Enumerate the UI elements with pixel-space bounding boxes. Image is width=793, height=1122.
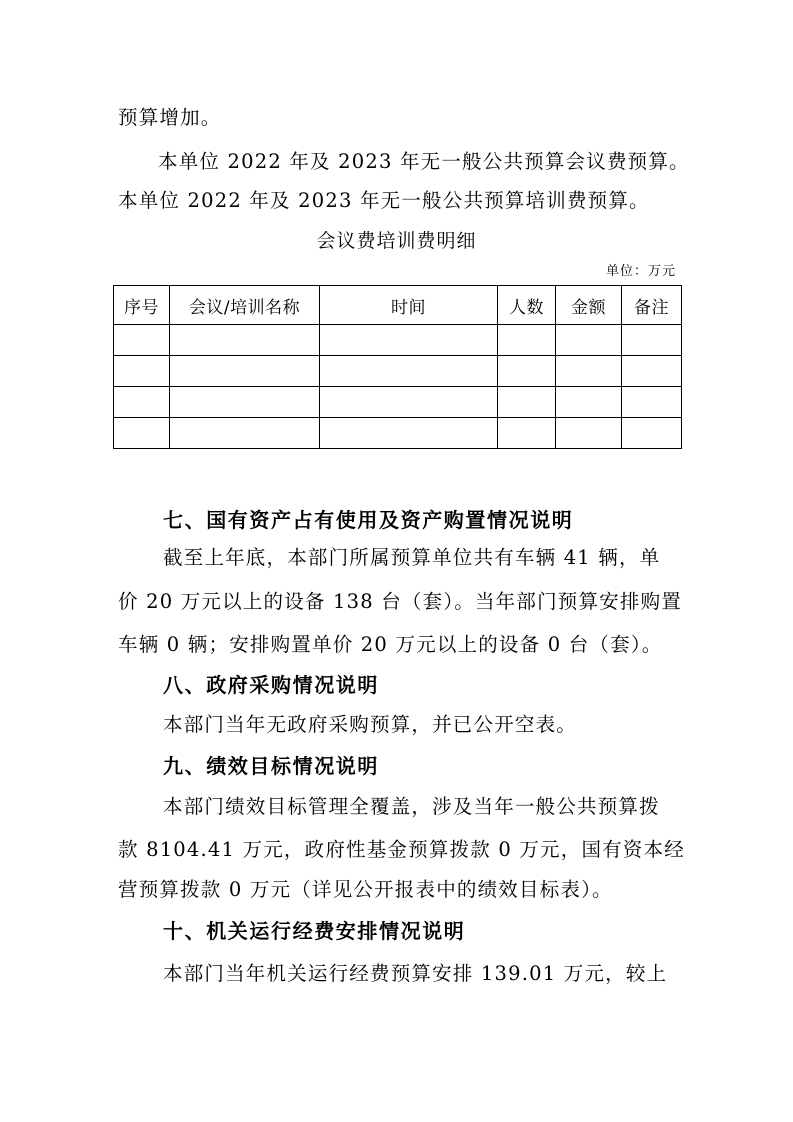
- header-cell-name: 会议/培训名称: [170, 286, 320, 325]
- paragraph-line: 本单位 2022 年及 2023 年无一般公共预算会议费预算。: [158, 150, 690, 173]
- meeting-training-fee-table: [113, 285, 682, 449]
- paragraph-line: 价 20 万元以上的设备 138 台（套）。当年部门预算安排购置: [118, 590, 682, 613]
- table-cell: [114, 387, 170, 418]
- paragraph-line: 营预算拨款 0 万元（详见公开报表中的绩效目标表）。: [118, 878, 613, 901]
- table-cell: [170, 418, 320, 449]
- header-cell-time: 时间: [320, 286, 498, 325]
- header-cell-count: 人数: [498, 286, 556, 325]
- paragraph-line: 本部门当年无政府采购预算，并已公开空表。: [163, 713, 578, 736]
- table-cell: [114, 418, 170, 449]
- table-title: 会议费培训费明细: [316, 230, 477, 252]
- table-row: [114, 325, 682, 356]
- paragraph-line: 预算增加。: [118, 106, 222, 129]
- table-cell: [114, 356, 170, 387]
- table-cell: [556, 387, 622, 418]
- table-cell: [170, 387, 320, 418]
- table-header-row: [114, 286, 682, 325]
- table-cell: [622, 356, 682, 387]
- table-cell: [320, 325, 498, 356]
- table-cell: [114, 325, 170, 356]
- table-cell: [320, 356, 498, 387]
- table-cell: [170, 356, 320, 387]
- paragraph-line: 截至上年底，本部门所属预算单位共有车辆 41 辆，单: [163, 546, 661, 569]
- table-cell: [498, 356, 556, 387]
- paragraph-line: 本部门当年机关运行经费预算安排 139.01 万元，较上: [163, 962, 668, 985]
- table-row: [114, 387, 682, 418]
- table-row: [114, 418, 682, 449]
- table-unit: 单位：万元: [605, 264, 676, 279]
- paragraph-line: 款 8104.41 万元，政府性基金预算拨款 0 万元，国有资本经: [118, 838, 685, 861]
- header-cell-remark: 备注: [622, 286, 682, 325]
- section-heading-10: 十、机关运行经费安排情况说明: [163, 919, 466, 943]
- table-cell: [622, 387, 682, 418]
- table-cell: [622, 325, 682, 356]
- header-cell-amount: 金额: [556, 286, 622, 325]
- table-cell: [498, 325, 556, 356]
- table-row: [114, 356, 682, 387]
- section-heading-7: 七、国有资产占有使用及资产购置情况说明: [163, 508, 574, 532]
- table-cell: [498, 387, 556, 418]
- table-cell: [320, 387, 498, 418]
- paragraph-line: 本单位 2022 年及 2023 年无一般公共预算培训费预算。: [118, 189, 650, 212]
- paragraph-line: 车辆 0 辆；安排购置单价 20 万元以上的设备 0 台（套）。: [118, 633, 663, 656]
- table-cell: [556, 325, 622, 356]
- table-cell: [556, 418, 622, 449]
- paragraph-line: 本部门绩效目标管理全覆盖，涉及当年一般公共预算拨: [163, 795, 660, 818]
- section-heading-8: 八、政府采购情况说明: [163, 673, 379, 697]
- table-cell: [170, 325, 320, 356]
- table-cell: [556, 356, 622, 387]
- table-cell: [498, 418, 556, 449]
- table-cell: [320, 418, 498, 449]
- section-heading-9: 九、绩效目标情况说明: [163, 754, 379, 778]
- header-cell-index: 序号: [114, 286, 170, 325]
- table-cell: [622, 418, 682, 449]
